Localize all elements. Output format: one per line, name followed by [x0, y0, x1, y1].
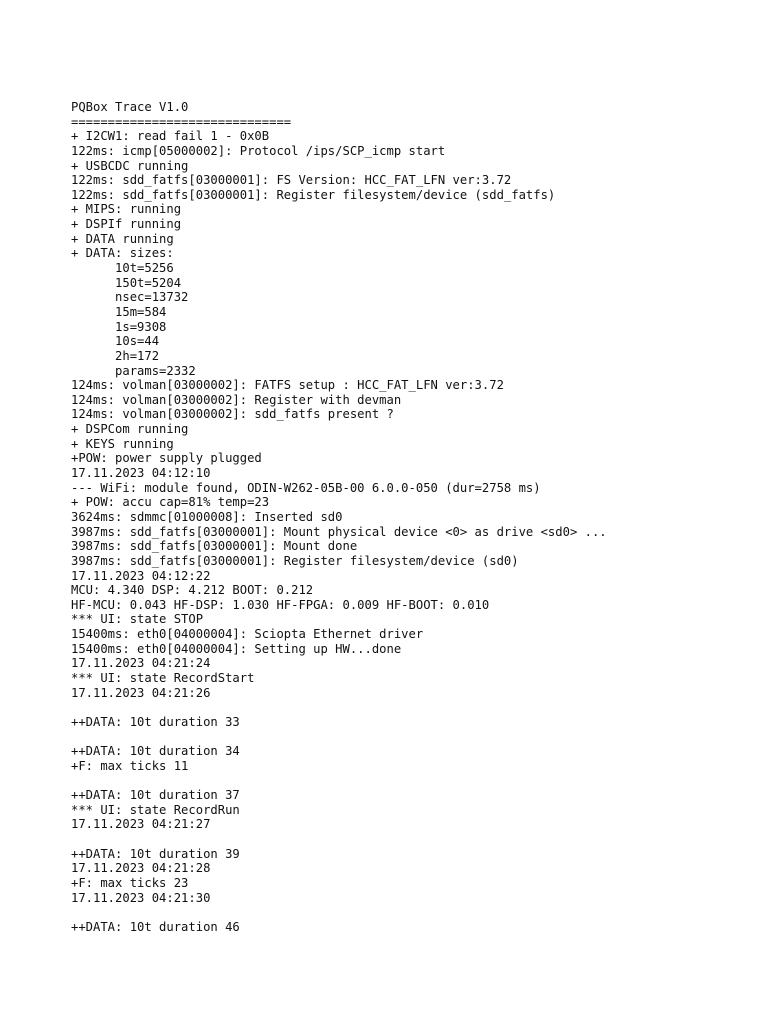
log-line: 3987ms: sdd_fatfs[03000001]: Mount physical device <0> as drive <sd0> ... — [71, 524, 607, 539]
log-line: 17.11.2023 04:21:24 — [71, 656, 211, 671]
log-line: PQBox Trace V1.0 — [71, 100, 189, 114]
log-line: + DSPCom running — [71, 422, 189, 437]
log-line: 17.11.2023 04:12:10 — [71, 466, 211, 481]
log-line — [71, 730, 748, 745]
log-line: 2h=172 — [71, 348, 160, 363]
log-line: 17.11.2023 04:21:28 — [71, 861, 211, 876]
log-line: HF-MCU: 0.043 HF-DSP: 1.030 HF-FPGA: 0.009 HF-BOOT: 0.010 — [71, 597, 490, 612]
log-line: + POW: accu cap=81% temp=23 — [71, 495, 270, 510]
log-line: 122ms: sdd_fatfs[03000001]: Register filesystem/device (sdd_fatfs) — [71, 187, 556, 202]
log-line: nsec=13732 — [71, 290, 189, 305]
log-line: *** UI: state RecordRun — [71, 802, 240, 817]
log-line: ++DATA: 10t duration 34 — [71, 744, 240, 759]
log-line: 124ms: volman[03000002]: sdd_fatfs present ? — [71, 407, 394, 422]
log-line: MCU: 4.340 DSP: 4.212 BOOT: 0.212 — [71, 583, 314, 598]
log-line — [71, 832, 748, 847]
log-line: 17.11.2023 04:21:30 — [71, 890, 211, 905]
log-line: 122ms: sdd_fatfs[03000001]: FS Version: HCC_FAT_LFN ver:3.72 — [71, 173, 512, 188]
log-line: 10t=5256 — [71, 261, 174, 276]
log-line: 15400ms: eth0[04000004]: Setting up HW...done — [71, 641, 402, 656]
log-line: 122ms: icmp[05000002]: Protocol /ips/SCP_icmp start — [71, 143, 446, 158]
log-line: + DSPIf running — [71, 217, 182, 232]
log-line: *** UI: state STOP — [71, 612, 204, 627]
log-line — [71, 700, 748, 715]
log-line: *** UI: state RecordStart — [71, 670, 255, 685]
log-line: +F: max ticks 11 — [71, 758, 189, 773]
log-line: 3987ms: sdd_fatfs[03000001]: Mount done — [71, 539, 358, 554]
log-line: + KEYS running — [71, 436, 174, 451]
log-line: 3987ms: sdd_fatfs[03000001]: Register filesystem/device (sd0) — [71, 553, 519, 568]
log-line: 10s=44 — [71, 334, 160, 349]
log-line — [71, 905, 748, 920]
log-line: 124ms: volman[03000002]: FATFS setup : HCC_FAT_LFN ver:3.72 — [71, 378, 504, 393]
log-line: 17.11.2023 04:12:22 — [71, 568, 211, 583]
log-line: 124ms: volman[03000002]: Register with devman — [71, 392, 402, 407]
log-line: 1s=9308 — [71, 319, 167, 334]
log-line: ++DATA: 10t duration 46 — [71, 919, 240, 934]
log-line: 17.11.2023 04:21:26 — [71, 685, 211, 700]
log-line: 15400ms: eth0[04000004]: Sciopta Ethernet driver — [71, 627, 424, 642]
log-line: 150t=5204 — [71, 275, 182, 290]
log-line: +POW: power supply plugged — [71, 451, 262, 466]
log-line: + DATA: sizes: — [71, 246, 174, 261]
log-line: ++DATA: 10t duration 39 — [71, 846, 240, 861]
log-line: + USBCDC running — [71, 158, 189, 173]
log-line — [71, 773, 748, 788]
log-line: 17.11.2023 04:21:27 — [71, 817, 211, 832]
log-line: params=2332 — [71, 363, 196, 378]
log-line: 3624ms: sdmmc[01000008]: Inserted sd0 — [71, 509, 343, 524]
log-line: 15m=584 — [71, 304, 167, 319]
log-line: ++DATA: 10t duration 37 — [71, 788, 240, 803]
log-line: --- WiFi: module found, ODIN-W262-05B-00 6.0.0-050 (dur=2758 ms) — [71, 480, 541, 495]
log-line: + I2CW1: read fail 1 - 0x0B — [71, 129, 270, 144]
log-line: + DATA running — [71, 231, 174, 246]
log-line: + MIPS: running — [71, 202, 182, 217]
log-line: +F: max ticks 23 — [71, 875, 189, 890]
log-line: ++DATA: 10t duration 33 — [71, 714, 240, 729]
log-line: ============================== — [71, 114, 292, 129]
trace-log-document — [71, 100, 748, 935]
